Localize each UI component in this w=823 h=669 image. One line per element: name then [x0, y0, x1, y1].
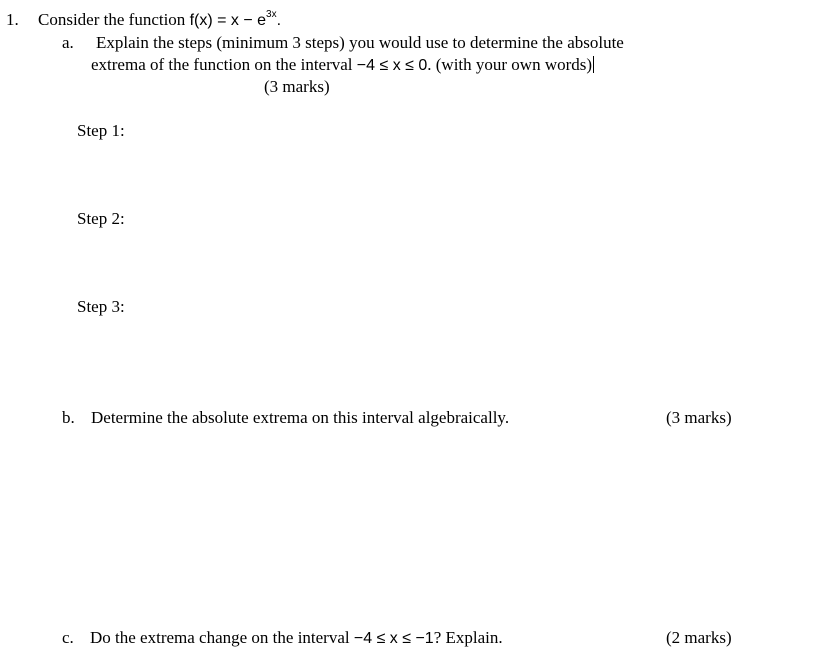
- part-a-line2-text: extrema of the function on the interval: [91, 55, 353, 74]
- part-a-letter: a.: [62, 33, 74, 52]
- part-c-marks: (2 marks): [666, 628, 732, 647]
- question-intro-text: Consider the function: [38, 10, 186, 29]
- part-c-line: [90, 628, 503, 649]
- part-c-text: Do the extrema change on the interval: [90, 628, 350, 647]
- question-number: 1.: [6, 10, 19, 29]
- part-a-line2-end: . (with your own words): [427, 55, 593, 74]
- part-a-interval: −4 ≤ x ≤ 0: [356, 57, 428, 74]
- part-a-line2: [91, 55, 594, 76]
- part-c-interval: −4 ≤ x ≤ −1: [353, 630, 434, 647]
- function-expression-base: f(x) = x − e: [189, 12, 267, 29]
- part-b-text: Determine the absolute extrema on this interval algebraically.: [91, 408, 510, 427]
- part-c-text-end: ? Explain.: [433, 628, 503, 647]
- function-expression: [189, 9, 282, 29]
- part-a-marks: (3 marks): [264, 77, 330, 96]
- text-cursor: [593, 56, 594, 73]
- part-c-letter: c.: [62, 628, 74, 647]
- step-1-label: Step 1:: [77, 121, 125, 140]
- step-2-label: Step 2:: [77, 209, 125, 228]
- function-exponent: 3x: [266, 9, 277, 20]
- function-expression-period: .: [276, 12, 282, 29]
- part-a-line1: Explain the steps (minimum 3 steps) you would use to determine the absolute: [96, 33, 624, 52]
- part-b-marks: (3 marks): [666, 408, 732, 427]
- question-intro: [38, 10, 281, 31]
- step-3-label: Step 3:: [77, 297, 125, 316]
- part-b-letter: b.: [62, 408, 75, 427]
